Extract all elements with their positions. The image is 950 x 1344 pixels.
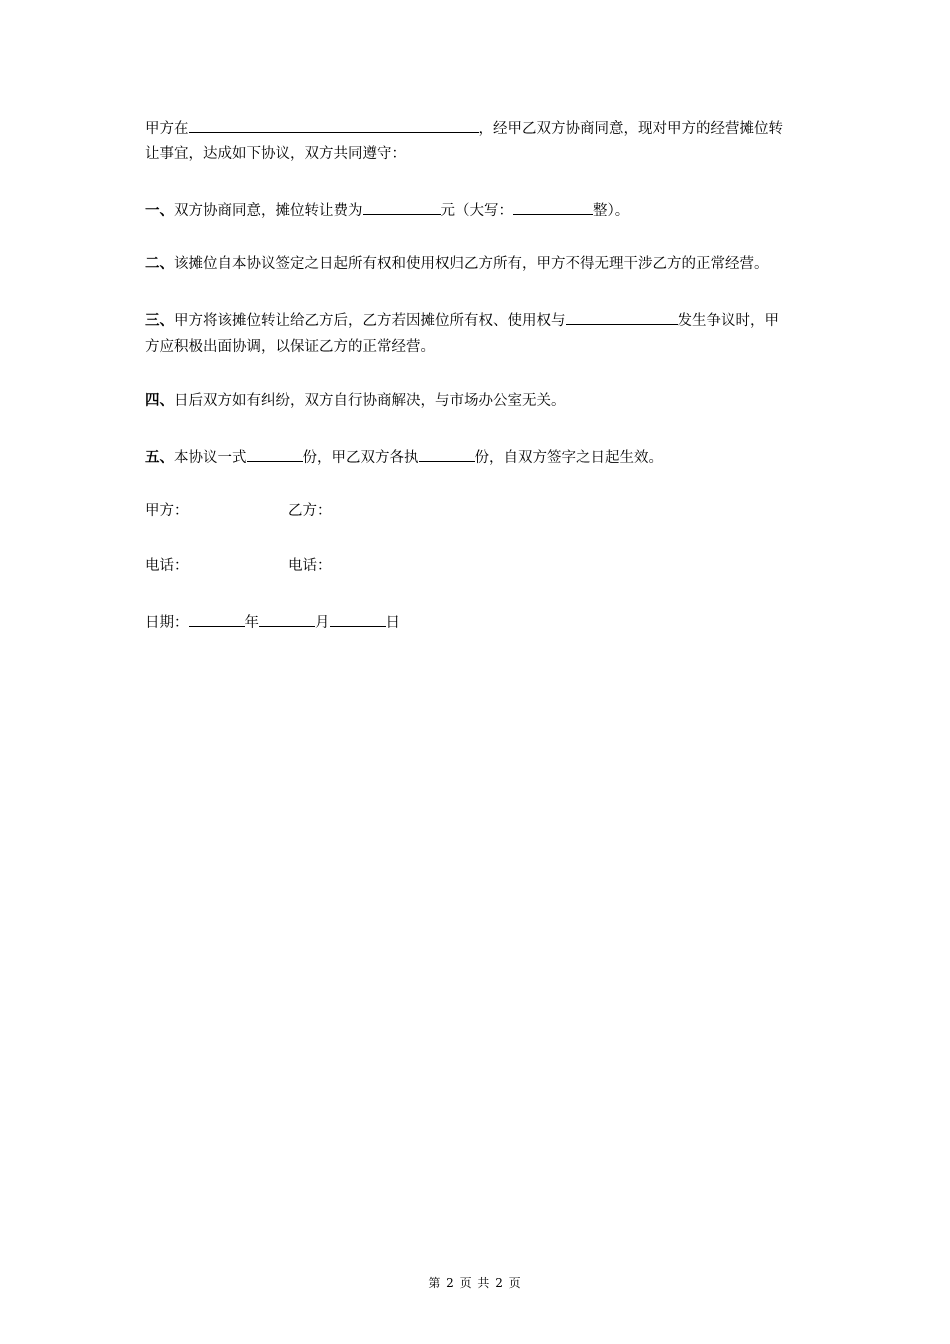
clause-5-text-c: 份，自双方签字之日起生效。: [474, 450, 663, 466]
day-label: 日: [385, 615, 400, 631]
intro-line-1: [145, 117, 783, 139]
clause-3-line-1: [145, 309, 779, 331]
month-blank: [259, 611, 315, 627]
intro-line-2: [145, 144, 406, 164]
clause-3-text-a: 甲方将该摊位转让给乙方后，乙方若因摊位所有权、使用权与: [174, 313, 566, 329]
clause-1: [145, 199, 629, 221]
year-label: 年: [244, 615, 259, 631]
phone-a-label: 电话：: [145, 558, 189, 574]
clause-5-number: 五、: [145, 449, 174, 466]
clause-4: [145, 391, 566, 411]
clause-3-text-c: 方应积极出面协调，以保证乙方的正常经营。: [145, 339, 435, 355]
page-number-footer: 第 2 页 共 2 页: [428, 1276, 522, 1290]
clause-5-text-a: 本协议一式: [174, 450, 247, 466]
clause-3-number: 三、: [145, 312, 174, 329]
clause-1-text-a: 双方协商同意，摊位转让费为: [174, 203, 363, 219]
intro-text-a: 甲方在: [145, 121, 189, 137]
clause-4-text: 日后双方如有纠纷，双方自行协商解决，与市场办公室无关。: [174, 393, 566, 409]
clause-3-line-2: [145, 337, 435, 357]
fee-uppercase-blank: [513, 199, 593, 215]
day-blank: [330, 611, 386, 627]
signature-parties: [145, 501, 332, 521]
party-b-label: 乙方：: [288, 503, 332, 519]
clause-1-number: 一、: [145, 202, 174, 219]
clause-5: [145, 446, 663, 468]
intro-text-b: ，经甲乙双方协商同意，现对甲方的经营摊位转: [478, 121, 783, 137]
clause-4-number: 四、: [145, 392, 174, 409]
clause-2-text: 该摊位自本协议签定之日起所有权和使用权归乙方所有，甲方不得无理干涉乙方的正常经营。: [174, 256, 769, 272]
fee-blank: [363, 199, 441, 215]
month-label: 月: [315, 615, 330, 631]
party-a-label: 甲方：: [145, 503, 189, 519]
phone-b-label: 电话：: [288, 558, 332, 574]
clause-2-number: 二、: [145, 255, 174, 272]
signature-phones: [145, 556, 332, 576]
clause-3-text-b: 发生争议时，甲: [677, 313, 779, 329]
date-label: 日期：: [145, 615, 189, 631]
clause-5-text-b: 份，甲乙双方各执: [302, 450, 419, 466]
location-blank: [189, 117, 479, 133]
signature-date: [145, 611, 400, 633]
copies-each-blank: [419, 446, 475, 462]
clause-2: [145, 254, 769, 274]
intro-text-c: 让事宜，达成如下协议，双方共同遵守：: [145, 146, 406, 162]
dispute-party-blank: [566, 309, 678, 325]
copies-total-blank: [247, 446, 303, 462]
clause-1-text-b: 元（大写：: [440, 203, 513, 219]
year-blank: [189, 611, 245, 627]
clause-1-text-c: 整）。: [593, 203, 630, 219]
